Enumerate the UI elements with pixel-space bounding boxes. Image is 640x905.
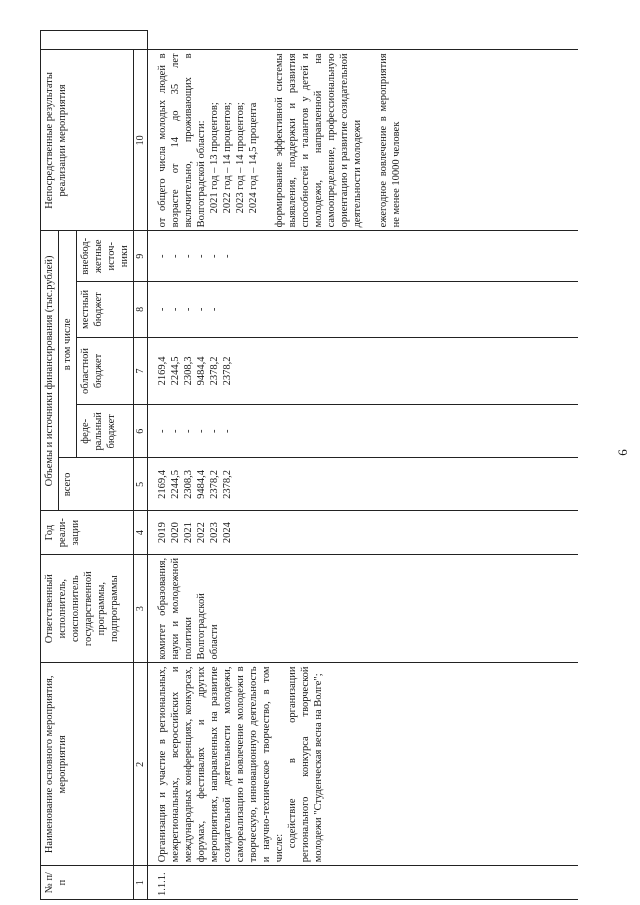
results-year: 2022 год – 14 процентов;: [222, 102, 233, 214]
extra-value: -: [183, 254, 194, 259]
extra-value: -: [170, 254, 181, 259]
results-intro: от общего числа молодых людей в возрасте от 14 до 35 лет включительно, проживающих в Волгоградской области:: [157, 53, 207, 228]
federal-value: -: [157, 429, 168, 434]
colnum-6: 6: [134, 405, 148, 458]
colnum-9: 9: [134, 231, 148, 282]
extra-value: -: [157, 254, 168, 259]
colnum-8: 8: [134, 282, 148, 338]
header-year: Год реали-зации: [41, 511, 134, 554]
regional-value: 2378,2: [222, 356, 233, 386]
row-local: [148, 282, 578, 338]
row-number: 1.1.1.: [148, 866, 578, 900]
header-total: всего: [59, 458, 134, 511]
header-incl: в том числе: [59, 231, 77, 458]
federal-value: -: [209, 429, 220, 434]
colnum-7: 7: [134, 337, 148, 405]
header-executor: Ответственный исполнитель, соисполнитель государственной программы, подпрограммы: [41, 554, 134, 663]
row-extra: [148, 231, 578, 282]
row-name: [148, 663, 578, 866]
header-margin: [41, 31, 148, 50]
colnum-2: 2: [134, 663, 148, 866]
colnum-1: 1: [134, 866, 148, 900]
local-value: -: [196, 307, 207, 312]
local-value: -: [183, 307, 194, 312]
total-value: 2308,3: [183, 469, 194, 499]
colnum-3: 3: [134, 554, 148, 663]
colnum-4: 4: [134, 511, 148, 554]
federal-value: -: [196, 429, 207, 434]
year-value: 2020: [170, 522, 181, 544]
page-number: 6: [615, 449, 630, 456]
regional-value: 2308,3: [183, 356, 194, 386]
results-formation: формирование эффективной системы выявления, поддержки и развития способностей и талантов у детей и молодежи, направленной на самоопределение, профессиональную ориентацию и развитие созидательной деятельности молодежи: [274, 53, 363, 228]
program-table: [40, 30, 578, 900]
header-federal: феде-ральный бюджет: [77, 405, 134, 458]
header-row-1: [41, 31, 59, 900]
table-row: [148, 31, 578, 900]
header-extra: внебюд-жетные источ-ники: [77, 231, 134, 282]
year-value: 2019: [157, 522, 168, 544]
header-finance: Объемы и источники финансирования (тыс.рублей): [41, 231, 59, 511]
regional-value: 2378,2: [209, 356, 220, 386]
extra-value: -: [209, 254, 220, 259]
colnum-10: 10: [134, 50, 148, 231]
federal-value: -: [170, 429, 181, 434]
total-value: 2169,4: [157, 469, 168, 499]
federal-value: -: [222, 429, 233, 434]
row-years: [148, 511, 578, 554]
year-value: 2022: [196, 522, 207, 544]
row-federal: [148, 405, 578, 458]
header-results: Непосредственные результаты реализации мероприятия: [41, 50, 134, 231]
row-regional: [148, 337, 578, 405]
total-value: 2378,2: [222, 469, 233, 499]
local-value: -: [170, 307, 181, 312]
row-results: [148, 50, 578, 231]
row-total: [148, 458, 578, 511]
local-value: -: [209, 307, 220, 312]
total-value: 2378,2: [209, 469, 220, 499]
total-value: 9484,4: [196, 469, 207, 499]
regional-value: 2169,4: [157, 356, 168, 386]
header-regional: областной бюджет: [77, 337, 134, 405]
row-name-main: Организация и участие в региональных, межрегиональных, всероссийских и международных конференциях, конкурсах, форумах, фестивалях и других мероприятиях, направленных на развитие созидательной деятельности молодежи, самореализацию и вовлечение молодежи в творческую, инновационную деятельность и научно-техническое творчество, в том числе:: [157, 666, 285, 863]
local-value: -: [157, 307, 168, 312]
row-name-sub: содействие в организации регионального конкурса творческой молодежи "Студенческая весна на Волге";: [287, 666, 324, 863]
year-value: 2023: [209, 522, 220, 544]
column-number-row: [134, 31, 148, 900]
total-value: 2244,5: [170, 469, 181, 499]
results-annual: ежегодное вовлечение в мероприятия не менее 10000 человек: [378, 53, 402, 228]
results-year: 2024 год – 14,5 процента: [248, 102, 259, 214]
results-year: 2023 год – 14 процентов;: [235, 102, 246, 214]
header-local: местный бюджет: [77, 282, 134, 338]
regional-value: 9484,4: [196, 356, 207, 386]
extra-value: -: [222, 254, 233, 259]
year-value: 2024: [222, 522, 233, 544]
header-name: Наименование основного мероприятия, мероприятия: [41, 663, 134, 866]
results-year: 2021 год – 13 процентов;: [209, 102, 220, 214]
header-num: № п/п: [41, 866, 134, 900]
federal-value: -: [183, 429, 194, 434]
colnum-5: 5: [134, 458, 148, 511]
extra-value: -: [196, 254, 207, 259]
year-value: 2021: [183, 522, 194, 544]
regional-value: 2244,5: [170, 356, 181, 386]
row-executor: комитет образования, науки и молодежной политики Волгоградской области: [148, 554, 578, 663]
